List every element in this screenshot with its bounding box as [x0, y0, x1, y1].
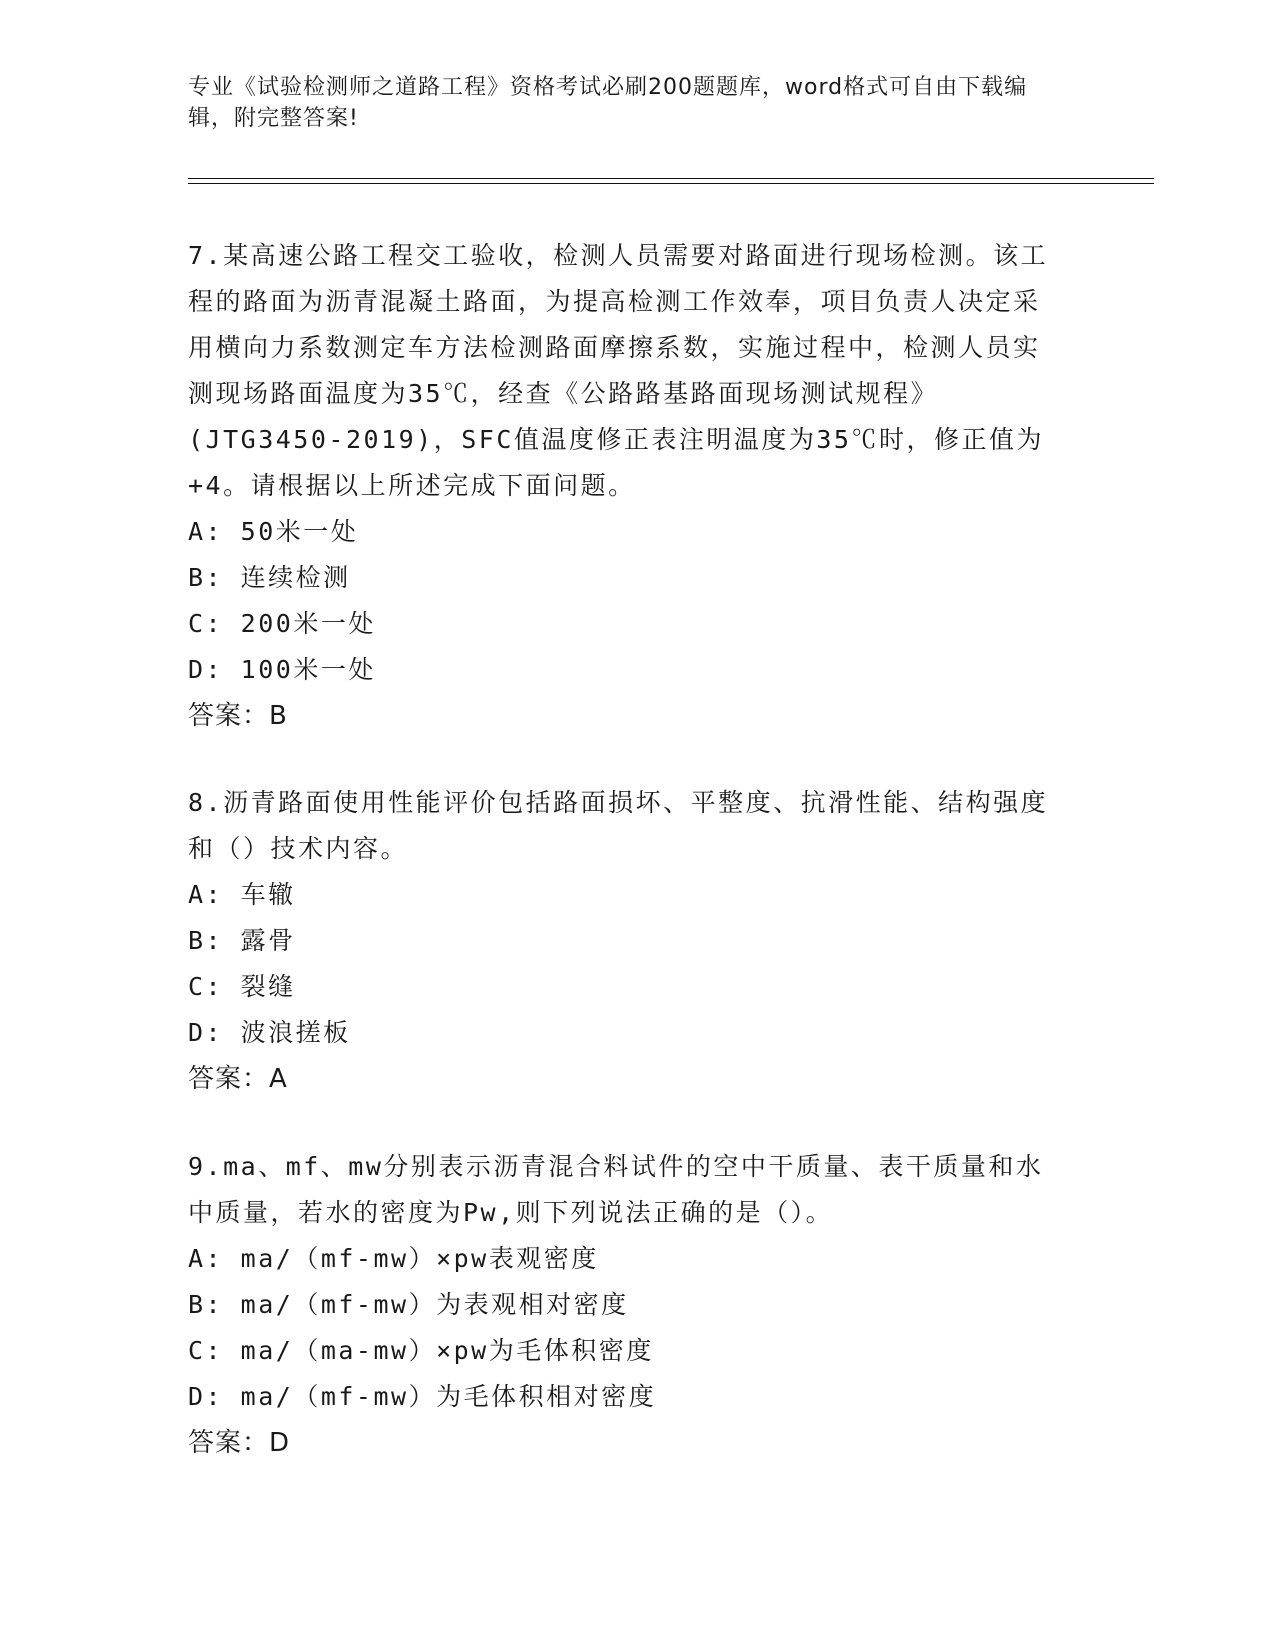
question-stem: 9.ma、mf、mw分别表示沥青混合料试件的空中干质量、表干质量和水中质量，若水的密度为Pw,则下列说法正确的是（）。	[188, 1152, 1044, 1227]
option-text: 车辙	[240, 880, 296, 909]
option-d	[188, 1374, 1058, 1420]
question-stem: 7.某高速公路工程交工验收，检测人员需要对路面进行现场检测。该工程的路面为沥青混凝土路面，为提高检测工作效奉，项目负责人决定采用横向力系数测定车方法检测路面摩擦系数，实施过程中，检测人员实测现场路面温度为35℃，经查《公路路基路面现场测试规程》(JTG3450-2019)，SFC值温度修正表注明温度为35℃时，修正值为+4。请根据以上所述完成下面问题。	[188, 241, 1049, 500]
option-c	[188, 964, 1058, 1010]
option-text: ma/（mf-mw）×pw表观密度	[240, 1244, 599, 1273]
option-key: A:	[188, 880, 224, 909]
option-list	[188, 509, 1058, 693]
option-a	[188, 509, 1058, 555]
option-key: D:	[188, 655, 224, 684]
option-text: 裂缝	[240, 972, 296, 1001]
option-b	[188, 918, 1058, 964]
question-block	[188, 1144, 1058, 1466]
option-b	[188, 555, 1058, 601]
option-key: B:	[188, 926, 224, 955]
answer-line: 答案：A	[188, 1064, 288, 1094]
option-a	[188, 872, 1058, 918]
question-block	[188, 780, 1058, 1102]
option-text: 露骨	[240, 926, 296, 955]
option-a	[188, 1236, 1058, 1282]
option-key: D:	[188, 1018, 224, 1047]
option-text: 50米一处	[240, 517, 359, 546]
option-key: C:	[188, 609, 224, 638]
option-text: 连续检测	[240, 563, 351, 592]
header-divider-line-secondary	[188, 183, 1154, 184]
answer-line: 答案：B	[188, 701, 288, 731]
option-key: C:	[188, 972, 224, 1001]
option-list	[188, 1236, 1058, 1420]
option-key: A:	[188, 517, 224, 546]
option-c	[188, 601, 1058, 647]
option-key: C:	[188, 1336, 224, 1365]
option-text: ma/（mf-mw）为毛体积相对密度	[240, 1382, 657, 1411]
option-b	[188, 1282, 1058, 1328]
answer-line: 答案：D	[188, 1428, 291, 1458]
option-list	[188, 872, 1058, 1056]
option-text: 100米一处	[240, 655, 376, 684]
option-text: 波浪搓板	[240, 1018, 351, 1047]
option-key: B:	[188, 1290, 224, 1319]
option-c	[188, 1328, 1058, 1374]
document-header: 专业《试验检测师之道路工程》资格考试必刷200题题库，word格式可自由下载编辑，附完整答案!	[188, 75, 1028, 131]
option-text: ma/（mf-mw）为表观相对密度	[240, 1290, 629, 1319]
option-text: ma/（ma-mw）×pw为毛体积密度	[240, 1336, 654, 1365]
option-key: A:	[188, 1244, 224, 1273]
option-text: 200米一处	[240, 609, 376, 638]
header-divider-line	[188, 178, 1154, 179]
option-d	[188, 1010, 1058, 1056]
question-stem: 8.沥青路面使用性能评价包括路面损坏、平整度、抗滑性能、结构强度和（）技术内容。	[188, 788, 1049, 863]
option-key: D:	[188, 1382, 224, 1411]
option-key: B:	[188, 563, 224, 592]
question-block	[188, 233, 1058, 739]
option-d	[188, 647, 1058, 693]
